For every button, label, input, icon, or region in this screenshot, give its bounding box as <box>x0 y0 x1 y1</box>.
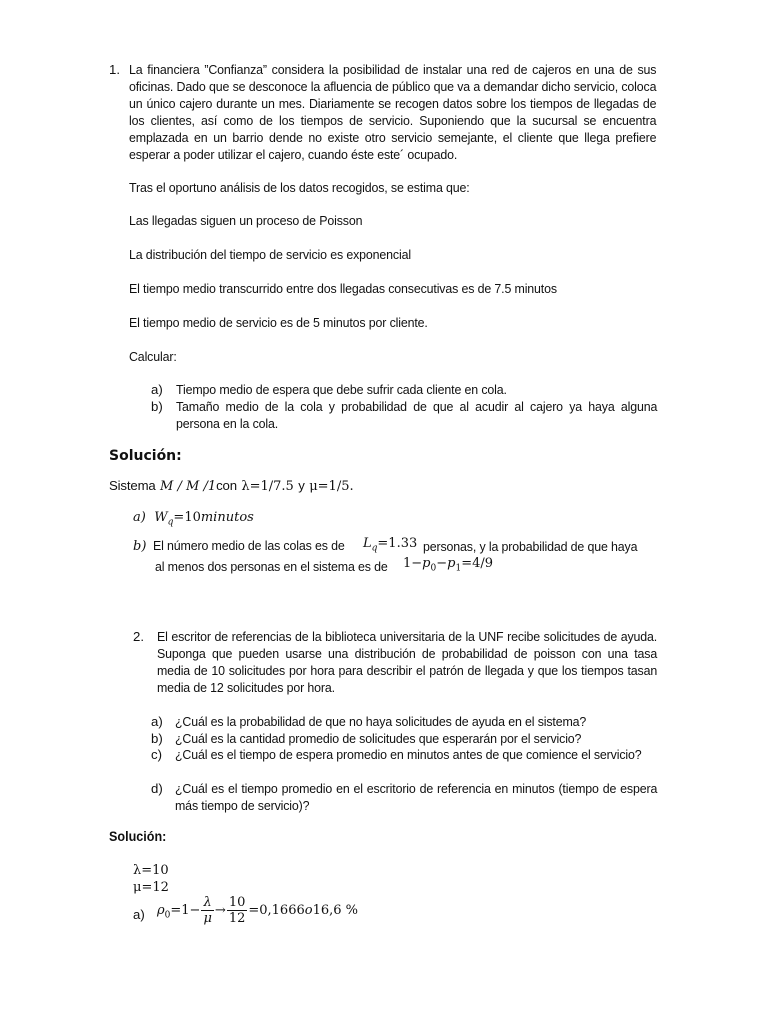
problem-2-item-c: ¿Cuál es el tiempo de espera promedio en minutos antes de que comience el servicio? <box>175 747 642 762</box>
solution-2-mu: μ=12 <box>133 880 169 895</box>
problem-1-item-a: Tiempo medio de espera que debe sufrir cada cliente en cola. <box>176 382 507 397</box>
problem-2-item-a: ¿Cuál es la probabilidad de que no haya solicitudes de ayuda en el sistema? <box>175 714 587 729</box>
problem-2-item-a-marker: a) <box>151 714 163 729</box>
answer-a-w: W <box>154 510 168 525</box>
answer-b-text-2: personas, y la probabilidad de que haya <box>423 539 638 554</box>
answer-b-probability-expression: $1-p_0-p_1=4/9$ <box>403 556 494 574</box>
problem-2-item-d-marker: d) <box>151 781 163 796</box>
fraction-10-over-12: $\frac{10}{12}$ <box>228 895 246 926</box>
system-y: y <box>298 478 305 493</box>
solution-1-answer-a <box>133 508 254 528</box>
problem-1-service-distribution: La distribución del tiempo de servicio es exponencial <box>129 247 411 262</box>
problem-2-item-c-marker: c) <box>151 747 162 762</box>
problem-2-item-b-marker: b) <box>151 731 163 746</box>
mu-equation: μ=1/5 <box>309 479 350 494</box>
problem-1-mean-service: El tiempo medio de servicio es de 5 minutos por cliente. <box>129 315 428 330</box>
fraction-lambda-over-mu: $\frac{\lambda}{\mu}$ <box>203 895 212 926</box>
solution-2-lambda: λ=10 <box>133 863 169 878</box>
problem-1-number: 1. <box>109 62 120 77</box>
problem-2-item-d: ¿Cuál es el tiempo promedio en el escritorio de referencia en minutos (tiempo de espera más tiempo de servicio)? <box>175 781 658 813</box>
system-end: . <box>349 479 354 494</box>
solution-1-heading: Solución: <box>109 448 182 464</box>
system-model: M / M /1 <box>160 479 217 494</box>
solution-1-answer-b <box>133 537 357 555</box>
arrow-icon: → <box>214 903 226 918</box>
answer-a-marker: a) <box>133 510 146 525</box>
problem-1-intro: La financiera ”Confianza” considera la posibilidad de instalar una red de cajeros en una de sus oficinas. Dado que se desconoce la afluencia de público que va a demandar dicho servicio, coloca un único cajero durante un mes. Diariamente se recogen datos sobre los tiempos de llegadas de los clientes, así como de los tiempos de servicio. Suponiendo que la sucursal se encuentra emplazada en un barrio dende no existe otro servicio semejante, el cliente que llega prefiere esperar a poder utilizar el cajero, cuando éste este´ ocupado. <box>129 62 657 162</box>
problem-1-calc-label: Calcular: <box>129 349 177 364</box>
system-con: con <box>216 478 237 493</box>
answer-b-lq: $L_q=1.33$ <box>363 536 418 554</box>
solution-2-answer-a-marker: a) <box>133 907 145 922</box>
answer-b-text-3: al menos dos personas en el sistema es de <box>155 559 388 574</box>
answer-b-text-1: El número medio de las colas es de <box>152 538 345 553</box>
answer-b-marker: b) <box>133 539 147 554</box>
answer-a-value: =10 <box>173 510 201 525</box>
solution-1-system-line <box>109 477 354 495</box>
problem-1-analysis: Tras el oportuno análisis de los datos recogidos, se estima que: <box>129 180 470 195</box>
problem-2-item-b: ¿Cuál es la cantidad promedio de solicitudes que esperarán por el servicio? <box>175 731 582 746</box>
problem-2-number: 2. <box>133 629 144 644</box>
problem-1-arrivals: Las llegadas siguen un proceso de Poisson <box>129 213 363 228</box>
solution-2-answer-a-equation: $\rho_0=1-$ $\frac{\lambda}{\mu}$ → $\frac{10}{12}$ =0,1666o16,6 % <box>157 895 359 926</box>
problem-1-item-b-marker: b) <box>151 399 163 414</box>
problem-2-intro: El escritor de referencias de la biblioteca universitaria de la UNF recibe solicitudes de ayuda. Suponga que pueden usarse una distribución de probabilidad de poisson con una tasa media de 10 solicitudes por hora para describir el patrón de llegada y que los tiempos tasan media de 12 solicitudes por hora. <box>157 629 658 695</box>
lambda-equation: λ=1/7.5 <box>241 479 294 494</box>
problem-1-item-a-marker: a) <box>151 382 163 397</box>
solution-2-heading: Solución: <box>109 829 167 844</box>
answer-a-w-sub: q <box>167 517 174 528</box>
problem-1-item-b: Tamaño medio de la cola y probabilidad de que al acudir al cajero ya haya alguna persona en la cola. <box>176 399 658 431</box>
problem-1-mean-interarrival: El tiempo medio transcurrido entre dos llegadas consecutivas es de 7.5 minutos <box>129 281 557 296</box>
answer-a-unit: minutos <box>200 510 254 525</box>
system-prefix: Sistema <box>109 478 156 493</box>
